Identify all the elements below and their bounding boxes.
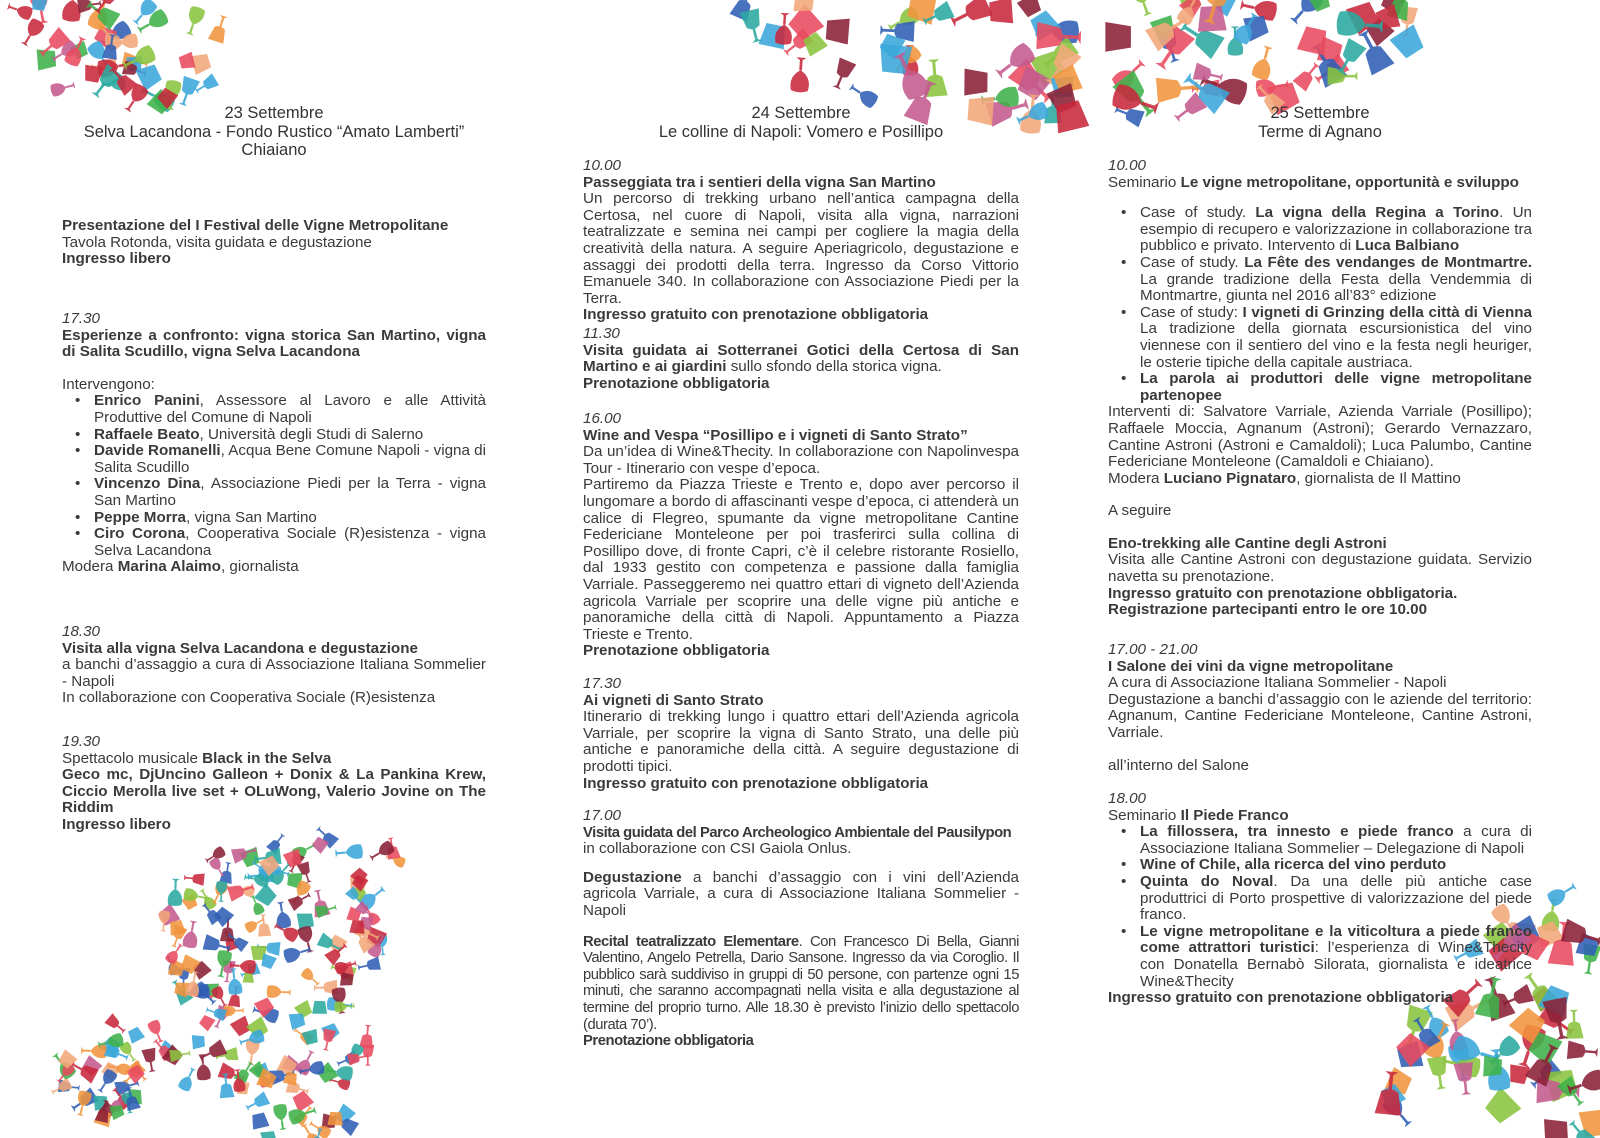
moderator-line xyxy=(62,559,486,576)
moderator-label: Modera xyxy=(62,558,118,576)
moderator-label: Modera xyxy=(1108,469,1164,487)
event-collab: in collaborazione con CSI Gaiola Onlus. xyxy=(583,840,852,858)
wine-glass-confetti-icon xyxy=(989,0,1013,25)
wine-glass-confetti-icon xyxy=(319,1028,336,1051)
seminar-title: Le vigne metropolitane, opportunità e sviluppo xyxy=(1180,173,1519,191)
case-title: La parola ai produttori delle vigne metropolitane partenopee xyxy=(1140,370,1532,404)
wine-glass-confetti-icon xyxy=(83,65,104,83)
case-study-item xyxy=(1108,205,1532,255)
speakers-heading: Intervengono: xyxy=(62,375,155,393)
case-study-list xyxy=(1108,205,1532,404)
recital-desc: . Con Francesco Di Bella, Gianni Valentino, Angelo Petrella, Dario Sansone. Ingresso da via Coroglio. Il pubblico sarà suddiviso in gruppi di 50 persone, con partenze ogni 15 minuti, che saranno accompagnati nella visita e alla degustazione al termine del proprio turno. Alle 18.30 è previsto l’inizio dello spettacolo (durata 70’). xyxy=(583,933,1019,1033)
speaker-role: , Associazione Piedi per la Terra - vigna San Martino xyxy=(94,475,487,509)
event-type: Spettacolo musicale xyxy=(62,749,203,767)
wine-glass-confetti-icon xyxy=(260,1129,277,1138)
wine-glass-confetti-icon xyxy=(825,17,849,45)
event-1730 xyxy=(583,676,1019,792)
entry-note: Prenotazione obbligatoria xyxy=(583,1033,754,1050)
moderator-role: , giornalista xyxy=(220,558,299,576)
entry-note: Prenotazione obbligatoria xyxy=(583,642,770,660)
event-1000 xyxy=(583,158,1019,324)
day-location: Selva Lacandona - Fondo Rustico “Amato Lamberti” xyxy=(83,122,465,141)
case-speaker: Luca Balbiano xyxy=(1355,237,1460,255)
speaker-role: , vigna San Martino xyxy=(186,508,317,526)
wine-glass-confetti-icon xyxy=(244,1091,270,1114)
speaker-name: Davide Romanelli xyxy=(94,442,221,460)
wine-glass-confetti-icon xyxy=(198,1013,216,1031)
day-header xyxy=(52,104,496,160)
event-title: I Salone dei vini da vigne metropolitane xyxy=(1108,657,1394,675)
event-time: 10.00 xyxy=(1108,157,1147,174)
event-1830 xyxy=(62,624,486,707)
topic-title: La fillossera, tra innesto e piede franco xyxy=(1140,823,1454,841)
wine-glass-confetti-icon xyxy=(1544,1118,1568,1138)
case-study-item xyxy=(1108,255,1532,305)
event-title: Esperienze a confronto: vigna storica San Martino, vigna di Salita Scudillo, vigna Selva Lacandona xyxy=(62,326,486,361)
wine-glass-confetti-icon xyxy=(1129,0,1157,18)
wine-glass-confetti-icon xyxy=(212,905,234,927)
topic-title: Le vigne metropolitane e la viticoltura a piede franco come attrattori turistici xyxy=(1140,922,1532,957)
event-desc: a banchi d’assaggio a cura di Associazione Italiana Sommelier - Napoli xyxy=(62,656,486,690)
wine-glass-confetti-icon xyxy=(208,14,232,44)
topic-title: Wine of Chile, alla ricerca del vino perduto xyxy=(1140,856,1447,874)
speaker-name: Ciro Corona xyxy=(94,525,186,543)
topic-item xyxy=(1108,857,1532,874)
case-title: La Fête des vendanges de Montmartre. xyxy=(1244,253,1532,271)
event-desc: Partiremo da Piazza Trieste e Trento e, dopo aver percorso il lungomare a bordo di affascinanti vespe d’epoca, ci attenderà un calice di Flegreo, spumante da vigne metropolitane Cantine Federiciane Monteleone per poi trasferirci sulla collina di Posillipo dove, di fronte Capri, c’è il celebre ristorante Rosiello, dal 1933 gestito con competenza e passione dalla famiglia Varriale. Passeggeremo nei quattro ettari di vigneto dell’Azienda agricola Varriale per scoprire una delle vigne più antiche e panoramiche della città di Napoli. Appuntamento a Piazza Trieste e Trento. xyxy=(583,476,1019,643)
wine-glass-confetti-icon xyxy=(184,871,205,885)
wine-glass-confetti-icon xyxy=(327,1112,343,1126)
topic-item xyxy=(1108,824,1532,857)
event-time: 17.30 xyxy=(62,310,101,327)
show-name: Black in the Selva xyxy=(202,749,332,767)
speaker-item xyxy=(62,526,486,559)
wine-glass-confetti-icon xyxy=(334,1001,355,1013)
wine-glass-confetti-icon xyxy=(104,1013,128,1036)
entry-note: Ingresso libero xyxy=(62,250,171,268)
wine-glass-confetti-icon xyxy=(30,0,48,11)
event-title: Wine and Vespa “Posillipo e i vigneti di Santo Strato” xyxy=(583,426,968,444)
wine-glass-confetti-icon xyxy=(266,985,290,999)
case-desc: La tradizione della giornata escursionistica del vino viennese con il sentiero del vino e la festa negli heuriger, le osterie tipiche della capitale austriaca. xyxy=(1140,320,1532,371)
topic-item xyxy=(1108,924,1532,990)
event-1930 xyxy=(62,734,486,834)
wine-glass-confetti-icon xyxy=(1482,1087,1521,1126)
entry-note: Ingresso gratuito con prenotazione obbligatoria. xyxy=(1108,584,1458,602)
registration-note: Registrazione partecipanti entro le ore 10.00 xyxy=(1108,601,1428,619)
event-desc: sullo sfondo della storica vigna. xyxy=(726,358,942,376)
event-1000 xyxy=(1108,158,1532,619)
a-seguire: A seguire xyxy=(1108,502,1172,520)
wine-glass-confetti-icon xyxy=(1390,24,1427,60)
speaker-role: , Assessore al Lavoro e alle Attività Produttive del Comune di Napoli xyxy=(94,392,487,426)
wine-glass-confetti-icon xyxy=(49,79,76,98)
wine-glass-confetti-icon xyxy=(250,1112,269,1130)
wine-glass-confetti-icon xyxy=(790,57,811,93)
case-label: Case of study. xyxy=(1140,204,1256,222)
eno-trekking-title: Eno-trekking alle Cantine degli Astroni xyxy=(1108,534,1387,552)
event-title: Visita guidata del Parco Archeologico Ambientale del Pausilypon xyxy=(583,824,1012,841)
event-1700-2100 xyxy=(1108,642,1532,774)
event-title xyxy=(583,343,1019,376)
event-title xyxy=(1108,175,1532,192)
day-header xyxy=(583,104,1019,141)
event-type: Seminario xyxy=(1108,173,1181,191)
moderator-name: Marina Alaimo xyxy=(117,558,221,576)
speaker-item xyxy=(62,443,486,476)
speaker-name: Peppe Morra xyxy=(94,508,186,526)
speaker-name: Vincenzo Dina xyxy=(94,475,201,493)
wine-glass-confetti-icon xyxy=(312,1001,327,1014)
case-desc: La grande tradizione della Festa della Vendemmia di Montmartre, giunta nel 2016 all’83° edizione xyxy=(1140,270,1532,305)
event-1130 xyxy=(583,326,1019,392)
event-time: 10.00 xyxy=(583,157,622,174)
event-curator: A cura di Associazione Italiana Sommelier - Napoli xyxy=(1108,674,1447,692)
seminar-topics xyxy=(1108,824,1532,990)
event-time: 19.30 xyxy=(62,733,101,750)
event-time: 17.30 xyxy=(583,675,622,692)
case-label: Case of study: xyxy=(1140,303,1243,321)
case-title: La vigna della Regina a Torino xyxy=(1255,204,1500,222)
interventi: Interventi di: Salvatore Varriale, Azienda Varriale (Posillipo); Raffaele Moccia, Agnanum (Astroni); Gerardo Vernazzaro, Cantine Astroni (Astroni e Camaldoli); Luca Palumbo, Cantine Federiciane Monteleone (Camaldoli e Chiaiano). xyxy=(1108,403,1532,471)
wine-glass-confetti-icon xyxy=(1105,22,1131,52)
wine-glass-confetti-icon xyxy=(177,1066,198,1093)
eno-trekking-desc: Visita alle Cantine Astroni con degustazione guidata. Servizio navetta su prenotazione. xyxy=(1108,551,1532,586)
event-1600 xyxy=(583,411,1019,660)
event-subtitle: Tavola Rotonda, visita guidata e degustazione xyxy=(62,233,372,251)
event-title-text: Visita guidata ai Sotterranei Gotici della Certosa di San Martino e ai giardini xyxy=(583,341,1019,376)
wine-glass-confetti-icon xyxy=(81,1044,107,1059)
wine-glass-confetti-icon xyxy=(302,1029,320,1046)
wine-glass-confetti-icon xyxy=(126,1026,145,1044)
topic-title: Quinta do Noval xyxy=(1140,872,1274,890)
speaker-role: , Acqua Bene Comune Napoli - vigna di Salita Scudillo xyxy=(94,442,486,476)
wine-glass-confetti-icon xyxy=(257,914,272,937)
event-time: 11.30 xyxy=(583,325,620,342)
moderator-line xyxy=(1108,471,1532,488)
moderator-name: Luciano Pignataro xyxy=(1163,469,1297,487)
day-location: Chiaiano xyxy=(241,141,307,159)
wine-glass-confetti-icon xyxy=(361,1045,374,1066)
day-date: 24 Settembre xyxy=(751,104,851,122)
event-title: Presentazione del I Festival delle Vigne Metropolitane xyxy=(62,217,449,234)
moderator-role: , giornalista de Il Mattino xyxy=(1296,469,1461,487)
degustazione-block xyxy=(583,870,1019,920)
day-header xyxy=(1108,104,1532,141)
speaker-name: Enrico Panini xyxy=(94,392,200,410)
case-study-item xyxy=(1108,371,1532,404)
wine-glass-confetti-icon xyxy=(300,967,322,988)
degustazione-title: Degustazione xyxy=(583,868,682,886)
entry-note: Ingresso gratuito con prenotazione obbligatoria xyxy=(583,306,929,324)
wine-glass-confetti-icon xyxy=(359,1024,375,1048)
seminar-title: Il Piede Franco xyxy=(1180,806,1289,824)
wine-glass-confetti-icon xyxy=(1565,1010,1584,1039)
entry-note: Ingresso gratuito con prenotazione obbligatoria xyxy=(583,774,929,792)
speaker-item xyxy=(62,427,486,444)
recital-block xyxy=(583,934,1019,1034)
event-title: Ai vigneti di Santo Strato xyxy=(583,691,764,709)
event-time: 18.00 xyxy=(1108,790,1147,807)
day-date: 23 Settembre xyxy=(224,104,324,122)
wine-glass-confetti-icon xyxy=(1293,59,1324,91)
wine-glass-confetti-icon xyxy=(1483,1056,1502,1078)
event-desc: Degustazione a banchi d’assaggio con le aziende del territorio: Agnanum, Cantine Federiciane Monteleone, Cantine Astroni, Varriale. xyxy=(1108,690,1532,741)
topic-desc: a cura di Associazione Italiana Sommelier – Delegazione di Napoli xyxy=(1140,823,1532,857)
wine-glass-confetti-icon xyxy=(1546,879,1579,907)
wine-glass-confetti-icon xyxy=(195,1054,211,1081)
speaker-role: , Università degli Studi di Salerno xyxy=(199,425,424,443)
topic-desc: : l’esperienza di Wine&Thecity con Donatella Bernabò Silorata, giornalista e ideatrice Wine&Thecity xyxy=(1140,939,1532,990)
event-type: Seminario xyxy=(1108,806,1181,824)
speaker-item xyxy=(62,510,486,527)
wine-glass-confetti-icon xyxy=(192,1034,205,1049)
event-title: Passeggiata tra i sentieri della vigna San Martino xyxy=(583,173,936,191)
event-desc: Da un’idea di Wine&Thecity. In collaborazione con Napolinvespa Tour - Itinerario con vespe d’epoca. xyxy=(583,443,1019,477)
event-collab: In collaborazione con Cooperativa Sociale (R)esistenza xyxy=(62,689,436,707)
wine-glass-confetti-icon xyxy=(6,0,34,21)
entry-note: Ingresso gratuito con prenotazione obbligatoria xyxy=(1108,989,1454,1007)
wine-glass-confetti-icon xyxy=(1251,44,1277,81)
case-desc: . Un esempio di recupero e valorizzazione in collaborazione tra pubblico e privato. Intervento di xyxy=(1140,204,1533,255)
speakers-list xyxy=(62,393,486,559)
event-1700 xyxy=(583,808,1019,1050)
speaker-item xyxy=(62,393,486,426)
wine-glass-confetti-icon xyxy=(1567,1041,1598,1062)
case-label: Case of study. xyxy=(1140,253,1245,271)
day-date: 25 Settembre xyxy=(1270,104,1370,122)
day-location: Terme di Agnano xyxy=(1258,122,1382,141)
event-title xyxy=(1108,808,1532,825)
all-interno: all’interno del Salone xyxy=(1108,756,1250,774)
entry-note: Ingresso libero xyxy=(62,815,171,833)
event-title: Visita alla vigna Selva Lacandona e degustazione xyxy=(62,639,418,657)
wine-glass-confetti-icon xyxy=(57,1049,78,1070)
case-study-item xyxy=(1108,305,1532,371)
wine-glass-confetti-icon xyxy=(357,957,381,975)
speaker-item xyxy=(62,476,486,509)
wine-glass-confetti-icon xyxy=(178,52,195,71)
event-1730 xyxy=(62,311,486,576)
event-intro xyxy=(62,218,486,268)
wine-glass-confetti-icon xyxy=(335,844,364,861)
event-time: 17.00 - 21.00 xyxy=(1108,641,1198,658)
entry-note: Prenotazione obbligatoria xyxy=(583,374,770,392)
wine-glass-confetti-icon xyxy=(182,5,206,37)
event-title xyxy=(62,751,486,768)
speaker-role: , Cooperativa Sociale (R)esistenza - vigna Selva Lacandona xyxy=(94,525,486,559)
degustazione-desc: a banchi d’assaggio con i vini dell’Azienda agricola Varriale, a cura di Associazione Italiana Sommelier - Napoli xyxy=(583,868,1019,919)
topic-item xyxy=(1108,874,1532,924)
event-time: 17.00 xyxy=(583,807,622,824)
wine-glass-confetti-icon xyxy=(349,920,365,934)
event-time: 16.00 xyxy=(583,410,622,427)
day-location: Le colline di Napoli: Vomero e Posillipo xyxy=(658,122,944,141)
speaker-name: Raffaele Beato xyxy=(94,425,200,443)
event-time: 18.30 xyxy=(62,623,101,640)
event-1800 xyxy=(1108,791,1532,1007)
wine-glass-confetti-icon xyxy=(964,69,987,96)
recital-title: Recital teatralizzato Elementare xyxy=(583,933,799,950)
artists-list: Geco mc, DjUncino Galleon + Donix & La Pankina Krew, Ciccio Merolla live set + OLuWong, Valerio Jovine on The Riddim xyxy=(62,766,486,817)
wine-glass-confetti-icon xyxy=(167,879,183,907)
event-desc: Un percorso di trekking urbano nell’antica campagna della Certosa, nel cuore di Napoli, visita alla vigna, narrazioni teatralizzate e semina nei campi per cogliere la magia della creatività della natura. A seguire Aperiagricolo, degustazione e assaggi dei prodotti della terra. Ingresso da Corso Vittorio Emanuele 340. In collaborazione con Associazione Piedi per la Terra. xyxy=(583,190,1019,307)
event-desc: Itinerario di trekking lungo i quattro ettari dell’Azienda agricola Varriale, per scoprire la vigna di Santo Strato, una delle più antiche e panoramiche della città. A seguire degustazione di prodotti tipici. xyxy=(583,708,1019,775)
case-title: I vigneti di Grinzing della città di Vienna xyxy=(1242,303,1532,321)
topic-desc: . Da una delle più antiche case produttrici di Porto prospettive di valorizzazione del piede franco. xyxy=(1140,872,1532,924)
decor-runner-figure xyxy=(60,835,460,1138)
wine-glass-confetti-icon xyxy=(182,920,201,949)
wine-glass-confetti-icon xyxy=(273,1103,290,1130)
